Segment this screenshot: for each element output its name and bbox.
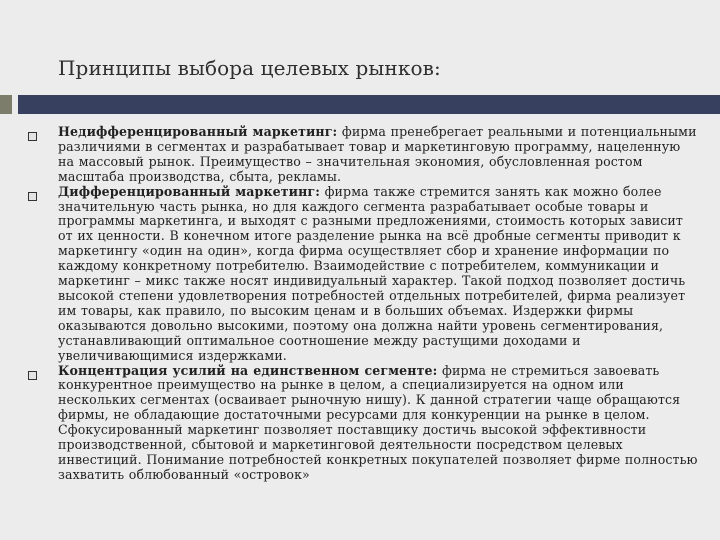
item-paragraph	[58, 185, 698, 364]
item-text: фирма пренебрегает реальными и потенциальными различиями в сегментах и разрабатывает товар и маркетинговую программу, нацеленную на массовый рынок. Преимущество – значительная экономия, обусловленная ростом масштаба производства, сбыта, рекламы.	[58, 124, 697, 184]
item-lead: Концентрация усилий на единственном сегменте:	[58, 362, 438, 378]
item-paragraph	[58, 125, 698, 185]
slide-title: Принципы выбора целевых рынков:	[58, 56, 441, 80]
list-item	[0, 125, 720, 185]
square-bullet-icon	[28, 192, 37, 201]
list-item	[0, 185, 720, 364]
item-lead: Недифференцированный маркетинг:	[58, 124, 338, 139]
item-paragraph	[58, 364, 698, 483]
square-bullet-icon	[28, 371, 37, 380]
item-lead: Дифференцированный маркетинг:	[58, 183, 320, 199]
item-text: фирма не стремиться завоевать конкурентное преимущество на рынке в целом, а специализируется на одном или нескольких сегментах (осваивает рыночную нишу). К данной стратегии чаще обращаются фирмы, не обладающие достаточными ресурсами для конкуренции на рынке в целом. Сфокусированный маркетинг позволяет поставщику достичь высокой эффективности производственной, сбытовой и маркетинговой деятельности посредством целевых инвестиций. Понимание потребностей конкретных покупателей позволяет фирме полностью захватить облюбованный «островок»	[58, 362, 698, 482]
list-item	[0, 364, 720, 483]
item-text: фирма также стремится занять как можно более значительную часть рынка, но для каждого сегмента разрабатывает особые товары и программы маркетинга, и выходят с разными предложениями, стоимость которых зависит от их ценности. В конечном итоге разделение рынка на всё дробные сегменты приводит к маркетингу «один на один», когда фирма осуществляет сбор и хранение информации по каждому конкретному потребителю. Взаимодействие с потребителем, коммуникации и маркетинг – микс также носят индивидуальный характер. Такой подход позволяет достичь высокой степени удовлетворения потребностей отдельных потребителей, фирма реализует им товары, как правило, по высоким ценам и в больших объемах. Издержки фирмы оказываются довольно высокими, поэтому она должна найти уровень сегментирования, устанавливающий оптимальное соотношение между растущими доходами и увеличивающимися издержками.	[58, 183, 686, 363]
title-divider-bar	[18, 95, 720, 114]
square-bullet-icon	[28, 132, 37, 141]
title-accent-block	[0, 95, 12, 114]
slide-content	[0, 125, 720, 483]
